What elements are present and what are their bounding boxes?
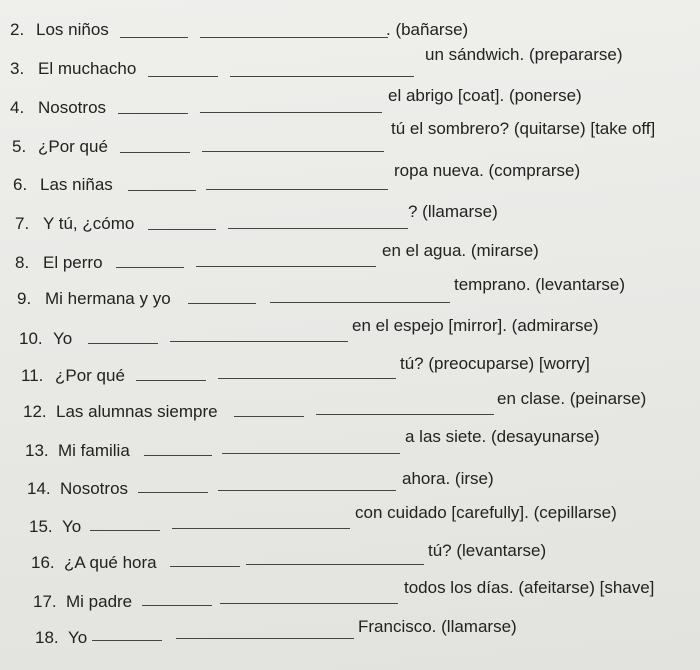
item-subject: Yo: [68, 628, 88, 647]
blank-line-short[interactable]: [170, 566, 240, 567]
item-subject: Las alumnas siempre: [56, 402, 218, 421]
blank-line-short[interactable]: [90, 530, 160, 531]
item-subject: Nosotros: [60, 479, 129, 498]
item-subject: Y tú, ¿cómo: [43, 214, 135, 233]
item-number: 4.: [10, 98, 25, 117]
item-subject: Nosotros: [38, 98, 107, 117]
item-rest: en el espejo [mirror]. (admirarse): [352, 316, 599, 335]
item-rest: ropa nueva. (comprarse): [394, 161, 581, 180]
blank-line-short[interactable]: [92, 640, 162, 641]
item-number: 8.: [15, 253, 30, 272]
item-subject: ¿A qué hora: [64, 553, 157, 572]
blank-line-short[interactable]: [116, 267, 184, 268]
exercise-row: [0, 578, 700, 622]
exercise-row: [0, 275, 700, 319]
blank-line-short[interactable]: [148, 76, 218, 77]
item-number: 2.: [10, 20, 25, 39]
blank-line-short[interactable]: [148, 229, 216, 230]
item-number: 11.: [21, 366, 44, 385]
exercise-row: [0, 503, 700, 547]
exercise-row: [0, 202, 700, 244]
item-rest: con cuidado [carefully]. (cepillarse): [355, 503, 617, 522]
item-number: 16.: [31, 553, 55, 572]
exercise-row: [0, 427, 700, 471]
item-subject: Yo: [62, 517, 82, 536]
blank-line-long[interactable]: [230, 76, 414, 77]
blank-line-short[interactable]: [120, 152, 190, 153]
blank-line-short[interactable]: [138, 492, 208, 493]
blank-line-short[interactable]: [144, 455, 212, 456]
blank-line-long[interactable]: [176, 638, 354, 639]
item-subject: ¿Por qué: [38, 137, 108, 156]
blank-line-long[interactable]: [222, 453, 400, 454]
item-subject: Los niños: [36, 20, 109, 39]
blank-line-long[interactable]: [200, 37, 388, 38]
item-number: 5.: [12, 137, 27, 156]
item-subject: Yo: [53, 329, 73, 348]
item-number: 14.: [27, 479, 51, 498]
blank-line-long[interactable]: [200, 112, 382, 113]
item-rest: tú el sombrero? (quitarse) [take off]: [391, 119, 656, 138]
blank-line-long[interactable]: [218, 490, 396, 491]
item-subject: Mi padre: [66, 592, 133, 611]
item-rest: Francisco. (llamarse): [358, 617, 517, 636]
blank-line-short[interactable]: [142, 605, 212, 606]
item-rest: tú? (preocuparse) [worry]: [400, 354, 590, 373]
blank-line-long[interactable]: [316, 414, 494, 415]
blank-line-long[interactable]: [172, 528, 350, 529]
blank-line-long[interactable]: [270, 302, 450, 303]
item-rest: a las siete. (desayunarse): [405, 427, 600, 446]
blank-line-long[interactable]: [228, 228, 408, 229]
exercise-row: [0, 316, 700, 359]
exercise-row: [0, 45, 700, 89]
blank-line-long[interactable]: [196, 266, 376, 267]
blank-line-long[interactable]: [202, 151, 384, 152]
item-number: 13.: [25, 441, 49, 460]
item-number: 17.: [33, 592, 57, 611]
blank-line-short[interactable]: [188, 303, 256, 304]
item-rest: el abrigo [coat]. (ponerse): [388, 86, 582, 105]
item-rest: ahora. (irse): [402, 469, 494, 488]
item-rest: todos los días. (afeitarse) [shave]: [404, 578, 655, 597]
item-subject: El muchacho: [38, 59, 137, 78]
item-subject: ¿Por qué: [55, 366, 125, 385]
item-subject: Las niñas: [40, 175, 113, 194]
blank-line-short[interactable]: [120, 37, 188, 38]
item-rest: un sándwich. (prepararse): [425, 45, 623, 64]
item-rest: temprano. (levantarse): [454, 275, 626, 294]
blank-line-long[interactable]: [220, 603, 398, 604]
item-number: 10.: [19, 329, 43, 348]
item-number: 6.: [13, 175, 28, 194]
item-number: 15.: [29, 517, 53, 536]
item-subject: El perro: [43, 253, 103, 272]
item-subject: Mi hermana y yo: [45, 289, 171, 308]
item-number: 12.: [23, 402, 47, 421]
item-number: 18.: [35, 628, 59, 647]
blank-line-short[interactable]: [136, 380, 206, 381]
blank-line-short[interactable]: [88, 343, 158, 344]
item-rest: tú? (levantarse): [428, 541, 547, 560]
blank-line-long[interactable]: [246, 564, 424, 565]
blank-line-short[interactable]: [234, 416, 304, 417]
item-number: 9.: [17, 289, 32, 308]
blank-line-short[interactable]: [128, 190, 196, 191]
item-rest: . (bañarse): [386, 20, 469, 39]
item-rest: ? (llamarse): [408, 202, 498, 221]
blank-line-long[interactable]: [206, 189, 388, 190]
exercise-row: [0, 617, 700, 658]
blank-line-short[interactable]: [118, 113, 188, 114]
blank-line-long[interactable]: [218, 378, 396, 379]
exercise-row: [0, 119, 700, 167]
item-rest: en el agua. (mirarse): [382, 241, 539, 260]
exercise-row: [0, 161, 700, 205]
item-number: 3.: [10, 59, 25, 78]
item-number: 7.: [15, 214, 30, 233]
item-rest: en clase. (peinarse): [497, 389, 647, 408]
item-subject: Mi familia: [58, 441, 130, 460]
blank-line-long[interactable]: [170, 341, 348, 342]
